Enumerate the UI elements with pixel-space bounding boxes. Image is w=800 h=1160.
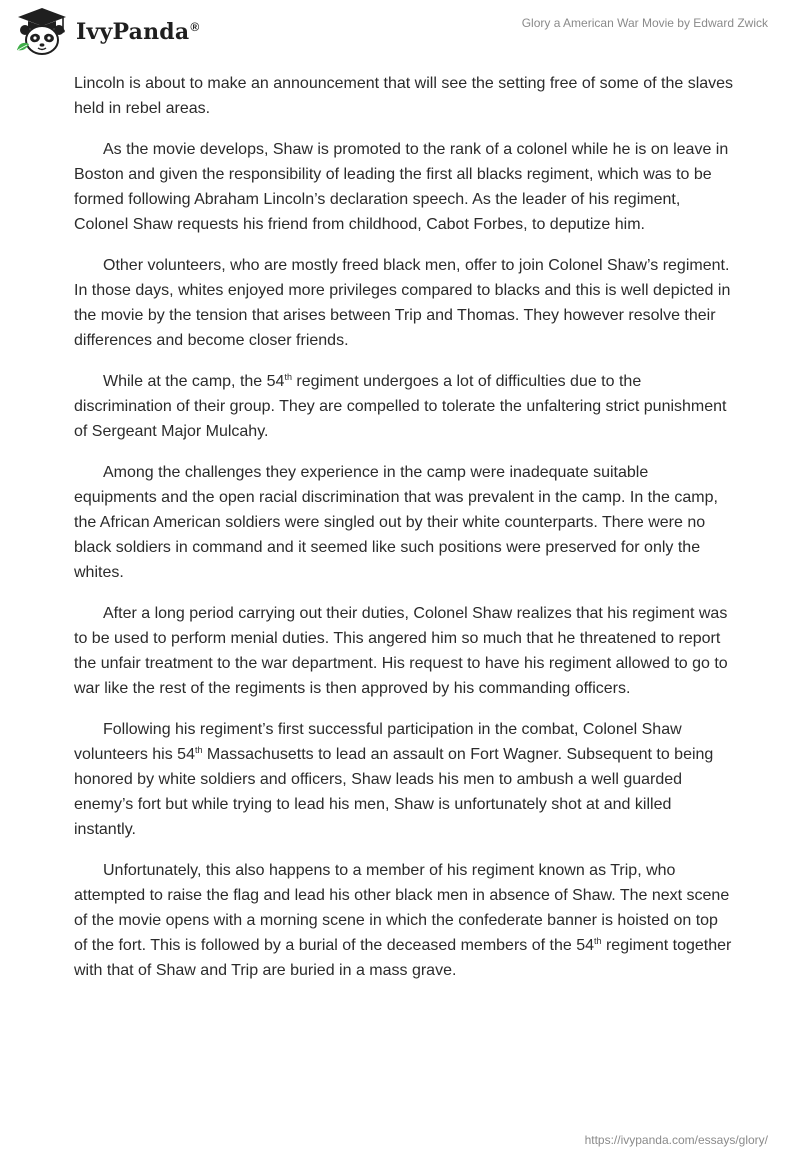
paragraph-8: Unfortunately, this also happens to a member of his regiment known as Trip, who attempted to raise the flag and lead his other black men in absence of Shaw. The next scene of the movie opens with a morning scene in which the confederate banner is hoisted on top of the fort. This is followed by a burial of the deceased members of the 54th regiment together with that of Shaw and Trip are buried in a mass grave. [74,862,732,979]
paragraph-2: As the movie develops, Shaw is promoted to the rank of a colonel while he is on leave in Boston and given the responsibility of leading the first all blacks regiment, which was to be formed following Abraham Lincoln’s declaration speech. As the leader of his regiment, Colonel Shaw requests his friend from childhood, Cabot Forbes, to deputize him. [74,141,729,233]
paragraph-6: After a long period carrying out their duties, Colonel Shaw realizes that his regiment was to be used to perform menial duties. This angered him so much that he threatened to report the unfair treatment to the war department. His request to have his regiment allowed to go to war like the rest of the regiments is then approved by his commanding officers. [74,605,728,697]
paragraph-7: Following his regiment’s first successful participation in the combat, Colonel Shaw volunteers his 54th Massachusetts to lead an assault on Fort Wagner. Subsequent to being honored by white soldiers and officers, Shaw leads his men to ambush a well guarded enemy’s fort but while trying to lead his men, Shaw is unfortunately shot at and killed instantly. [74,721,714,838]
panda-graduate-icon [14,6,70,58]
paragraph-4: While at the camp, the 54th regiment undergoes a lot of difficulties due to the discrimination of their group. They are compelled to tolerate the unfaltering strict punishment of Sergeant Major Mulcahy. [74,372,727,440]
ivypanda-logo[interactable] [14,6,199,58]
essay-body [74,71,734,999]
paragraph-1: Lincoln is about to make an announcement that will see the setting free of some of the slaves held in rebel areas. [74,75,734,117]
paragraph-5: Among the challenges they experience in the camp were inadequate suitable equipments and the open racial discrimination that was prevalent in the camp. In the camp, the African American soldiers were singled out by their white counterparts. There were no black soldiers in command and it seemed like such positions were preserved for only the whites. [74,464,718,581]
logo-text: IvyPanda® [76,19,200,45]
document-title: Glory a American War Movie by Edward Zwick [521,16,768,30]
page-header [0,0,800,70]
paragraph-3: Other volunteers, who are mostly freed black men, offer to join Colonel Shaw’s regiment. In those days, whites enjoyed more privileges compared to blacks and this is well depicted in the movie by the tension that arises between Trip and Thomas. They however resolve their differences and become closer friends. [74,257,731,349]
source-url-link[interactable]: https://ivypanda.com/essays/glory/ [584,1133,768,1147]
registered-mark: ® [190,19,200,34]
